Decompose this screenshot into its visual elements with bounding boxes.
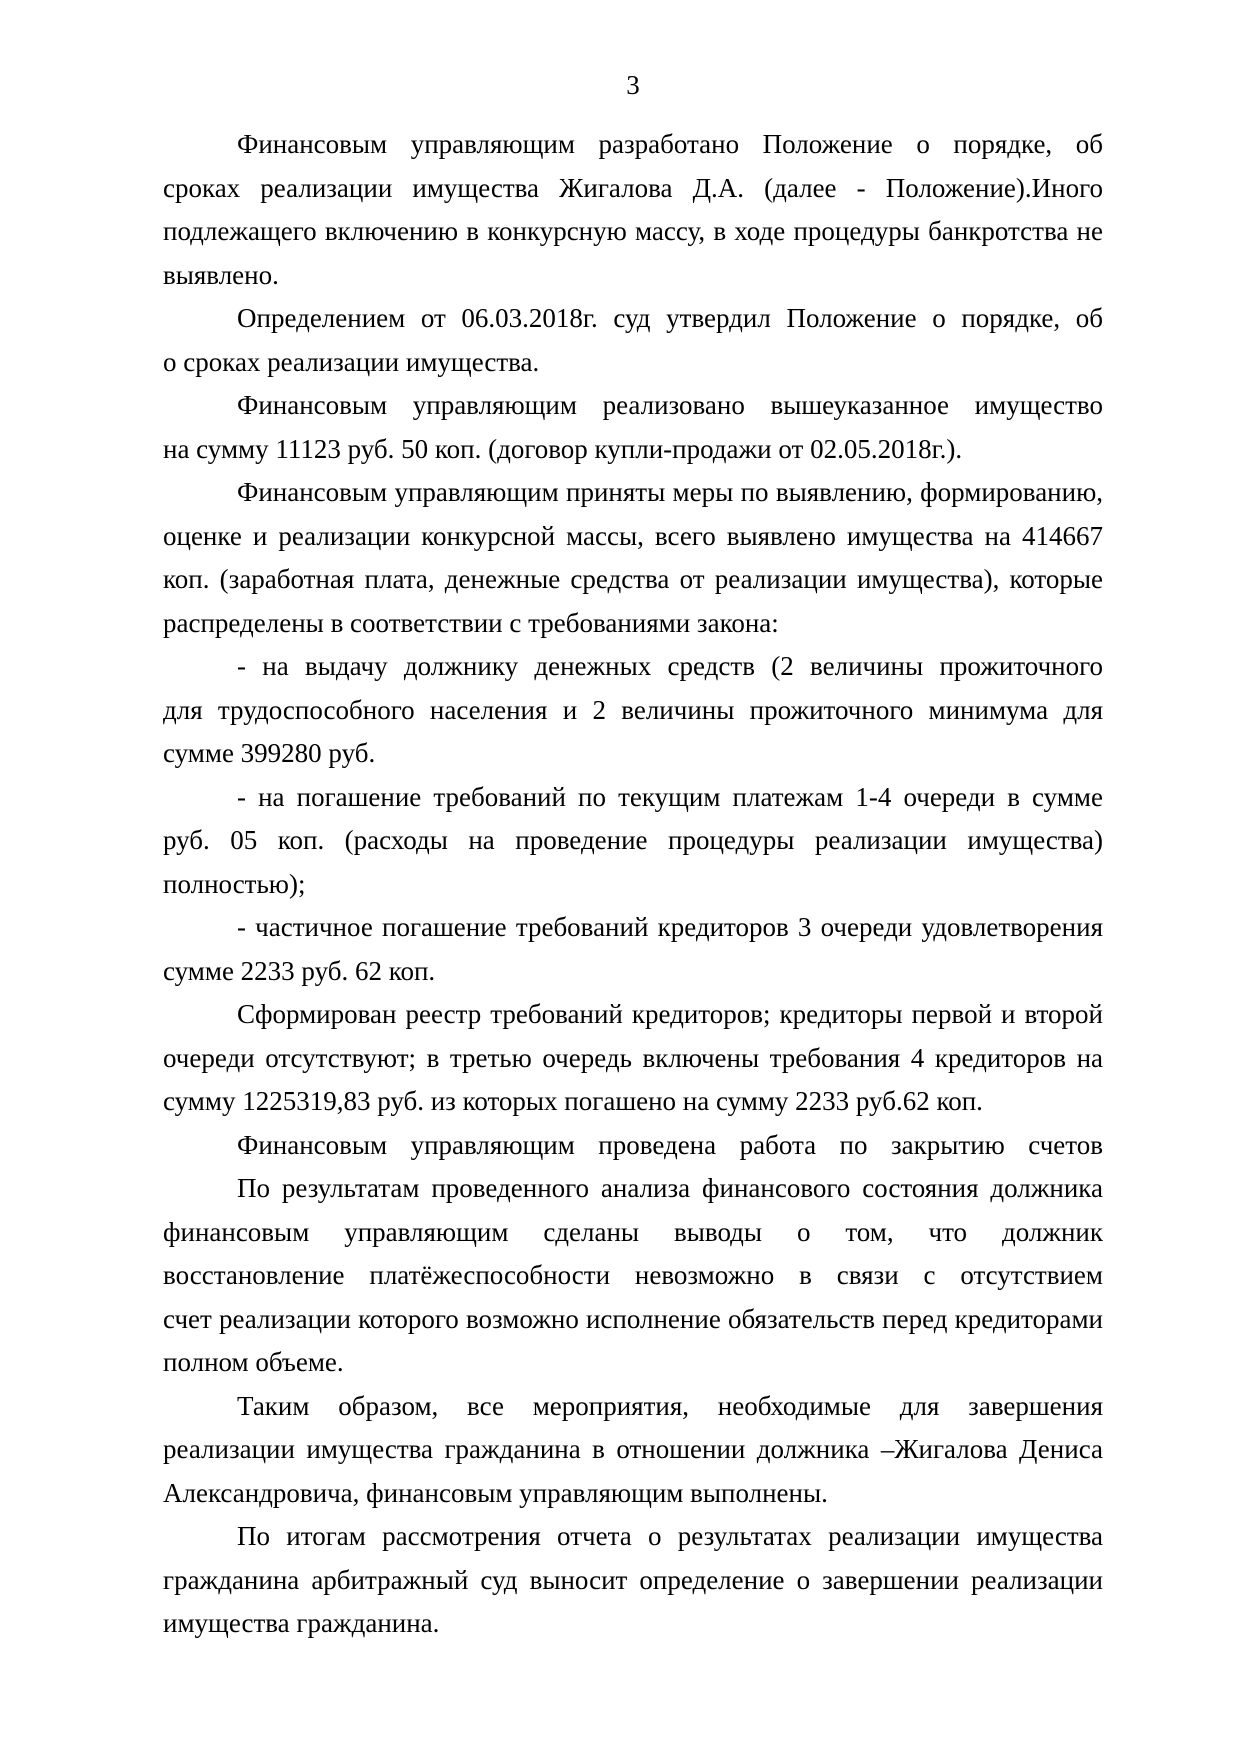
text-line: руб. 05 коп. (расходы на проведение процедуры реализации имущества)	[163, 825, 1103, 855]
text-line: - на выдачу должнику денежных средств (2 величины прожиточного	[237, 651, 1103, 681]
paragraph	[163, 1515, 1103, 1646]
text-line: счет реализации которого возможно исполнение обязательств перед кредиторами	[163, 1303, 1103, 1334]
text-line: По результатам проведенного анализа финансового состояния должника	[237, 1173, 1103, 1203]
text-line: выявлено.	[163, 259, 279, 290]
paragraph	[163, 1124, 1103, 1168]
paragraph	[163, 1167, 1103, 1385]
paragraph	[163, 1385, 1103, 1516]
text-line: для трудоспособного населения и 2 величины прожиточного минимума для	[163, 694, 1103, 725]
text-line: подлежащего включению в конкурсную массу, в ходе процедуры банкротства не	[163, 216, 1103, 246]
text-line: - частичное погашение требований кредиторов 3 очереди удовлетворения	[237, 912, 1103, 942]
text-line: на сумму 11123 руб. 50 коп. (договор купли-продажи от 02.05.2018г.).	[163, 433, 963, 464]
paragraph	[163, 471, 1103, 645]
text-line: очереди отсутствуют; в третью очередь включены требования 4 кредиторов на	[163, 1042, 1103, 1073]
text-line: Финансовым управляющим разработано Положение о порядке, об	[237, 129, 1103, 159]
text-line: коп. (заработная плата, денежные средства от реализации имущества), которые	[163, 564, 1103, 594]
paragraph	[163, 906, 1103, 993]
text-line: полностью);	[163, 868, 306, 899]
text-line: Финансовым управляющим реализовано вышеуказанное имущество	[237, 390, 1103, 420]
paragraph	[163, 297, 1103, 384]
text-line: реализации имущества гражданина в отношении должника –Жигалова Дениса	[163, 1434, 1103, 1464]
page-number: 3	[626, 70, 640, 100]
text-line: полном объеме.	[163, 1347, 344, 1377]
document-body	[163, 123, 1103, 1646]
paragraph	[163, 993, 1103, 1124]
text-line: Александровича, финансовым управляющим выполнены.	[163, 1477, 828, 1508]
paragraph	[163, 384, 1103, 471]
text-line: гражданина арбитражный суд выносит определение о завершении реализации	[163, 1564, 1103, 1595]
text-line: сумме 2233 руб. 62 коп.	[163, 955, 436, 986]
text-line: Финансовым управляющим приняты меры по выявлению, формированию,	[237, 477, 1103, 507]
paragraph	[163, 123, 1103, 297]
text-line: Таким образом, все мероприятия, необходимые для завершения	[237, 1390, 1103, 1421]
text-line: По итогам рассмотрения отчета о результатах реализации имущества	[237, 1521, 1103, 1551]
text-line: Финансовым управляющим проведена работа по закрытию счетов	[237, 1129, 1103, 1160]
text-line: распределены в соответствии с требованиями закона:	[163, 607, 779, 638]
text-line: восстановление платёжеспособности невозможно в связи с отсутствием	[163, 1260, 1103, 1290]
text-line: - на погашение требований по текущим платежам 1-4 очереди в сумме	[237, 781, 1103, 812]
paragraph	[163, 645, 1103, 776]
text-line: сроках реализации имущества Жигалова Д.А. (далее - Положение).Иного	[163, 172, 1103, 203]
text-line: сумме 399280 руб.	[163, 738, 376, 768]
text-line: сумму 1225319,83 руб. из которых погашено на сумму 2233 руб.62 коп.	[163, 1086, 983, 1116]
text-line: оценке и реализации конкурсной массы, всего выявлено имущества на 414667	[163, 520, 1103, 551]
paragraph	[163, 776, 1103, 907]
text-line: финансовым управляющим сделаны выводы о том, что должник	[163, 1216, 1103, 1247]
text-line: о сроках реализации имущества.	[163, 346, 540, 377]
text-line: Сформирован реестр требований кредиторов; кредиторы первой и второй	[237, 999, 1103, 1029]
text-line: Определением от 06.03.2018г. суд утвердил Положение о порядке, об	[237, 303, 1103, 333]
text-line: имущества гражданина.	[163, 1608, 440, 1638]
